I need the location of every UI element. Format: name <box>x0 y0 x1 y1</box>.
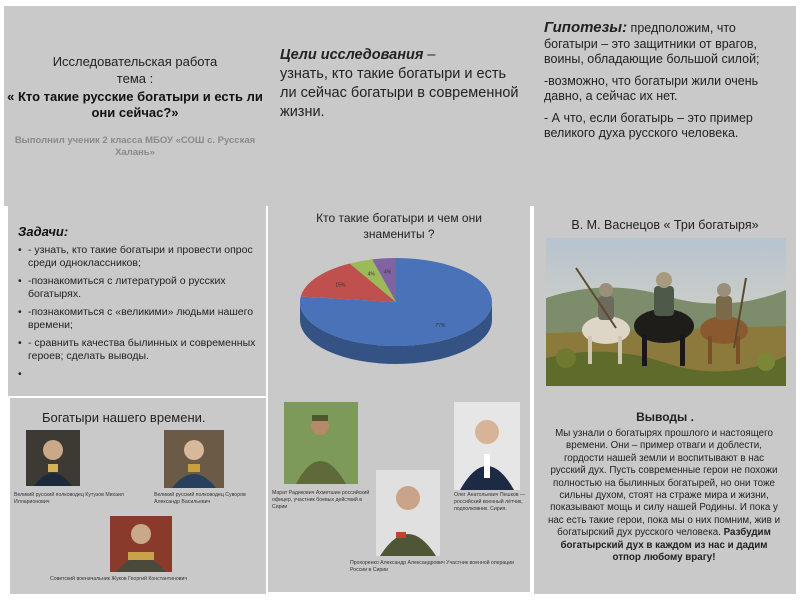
tasks-panel <box>8 206 266 396</box>
goals-panel <box>266 6 530 206</box>
painting-panel <box>534 204 796 396</box>
pie-slice-label: 15% <box>335 282 346 289</box>
conclusions-body: Мы узнали о богатырях прошлого и настоящего времени. Они – пример отваги и доблести, гордости нашей земли и воспитывают в нас русский дух. Пусть современные герои не похожи полностью на былинных богатырей, но они тоже сильны духом, стоят на страже мира и жизни, показывают мощь и силу нашей Родины. И пока у нас есть такие герои, пока мы о них помним, жив и богатырский дух русского человека. <box>547 428 781 539</box>
task-item: • - сравнить качества былинных и современных героев; сделать выводы. <box>18 337 258 363</box>
conclusions-panel <box>534 396 796 594</box>
akhmetshin-photo <box>284 402 358 484</box>
prokhorenko-photo <box>376 470 440 556</box>
heroes-heading: Богатыри нашего времени. <box>42 410 206 425</box>
goals-text: узнать, кто такие богатыри и есть ли сейчас богатыри в современной жизни. <box>280 66 519 120</box>
tasks-list <box>18 244 258 368</box>
three-bogatyrs-painting <box>546 238 786 386</box>
conclusions-call-to-action: Разбудим богатырский дух в каждом из нас и дадим отпор любому врагу! <box>560 527 771 564</box>
pie-chart <box>298 240 498 390</box>
author-line: Выполнил ученик 2 класса МБОУ «СОШ с. Русская Халань» <box>14 135 256 158</box>
suvorov-caption: Великий русский полководец Суворов Александр Васильевич <box>154 492 246 505</box>
zhukov-portrait <box>110 516 172 572</box>
title-panel <box>4 6 266 206</box>
hypothesis-item-2: -возможно, что богатыри жили очень давно, а сейчас их нет. <box>544 73 759 103</box>
task-item: • - узнать, кто такие богатыри и провести опрос среди одноклассников; <box>18 244 258 270</box>
pie-slice-label: 77% <box>435 323 446 330</box>
task-item: • -познакомиться с «великими» людьми нашего времени; <box>18 306 258 332</box>
chart-panel <box>268 200 530 400</box>
hypothesis-intro: предположим, что богатыри – это защитники от врагов, воины, обладающие большой силой; <box>544 21 760 66</box>
kutuzov-caption: Великий русский полководец Кутузов Михаил Илларионович <box>14 492 124 505</box>
title-line-2: тема : <box>116 71 154 86</box>
hypothesis-item-3: - А что, если богатырь – это пример великого духа русского человека. <box>544 110 753 140</box>
pie-slice-label: 4% <box>367 271 375 278</box>
chart-title: Кто такие богатыри и чем они знамениты ? <box>316 211 482 241</box>
goals-heading: Цели исследования <box>280 47 424 63</box>
prokhorenko-caption: Прохоренко Александр Александрович Участник военной операции России в Сирии <box>350 560 515 573</box>
pie-slice-label: 4% <box>383 269 392 276</box>
zhukov-caption: Советский военачальник Жуков Георгий Константинович <box>50 576 188 582</box>
suvorov-portrait <box>164 430 224 488</box>
goals-dash: – <box>423 47 436 63</box>
goals-text-block <box>280 46 520 122</box>
hypothesis-text-block <box>544 20 786 148</box>
conclusions-text <box>546 428 782 564</box>
title-line-1: Исследовательская работа <box>52 54 218 69</box>
peshkov-caption: Олег Анатольевич Пешков — российский военный лётчик, подполковник. Сирия. <box>454 492 526 512</box>
modern-heroes-panel <box>268 400 530 592</box>
peshkov-photo <box>454 402 520 490</box>
painting-title: В. М. Васнецов « Три богатыря» <box>571 218 759 232</box>
research-topic: « Кто такие русские богатыри и есть ли они сейчас?» <box>7 89 263 120</box>
heroes-panel <box>10 398 266 594</box>
kutuzov-portrait <box>26 430 80 486</box>
hypothesis-heading: Гипотезы: <box>544 19 628 36</box>
conclusions-heading: Выводы . <box>636 410 694 424</box>
tasks-heading: Задачи: <box>18 224 69 239</box>
hypothesis-panel <box>530 6 796 206</box>
task-item: • -познакомиться с литературой о русских богатырях. <box>18 275 258 301</box>
akhmetshin-caption: Марат Радикович Ахметшин российский офицер, участник боевых действий в Сирии <box>272 490 370 510</box>
